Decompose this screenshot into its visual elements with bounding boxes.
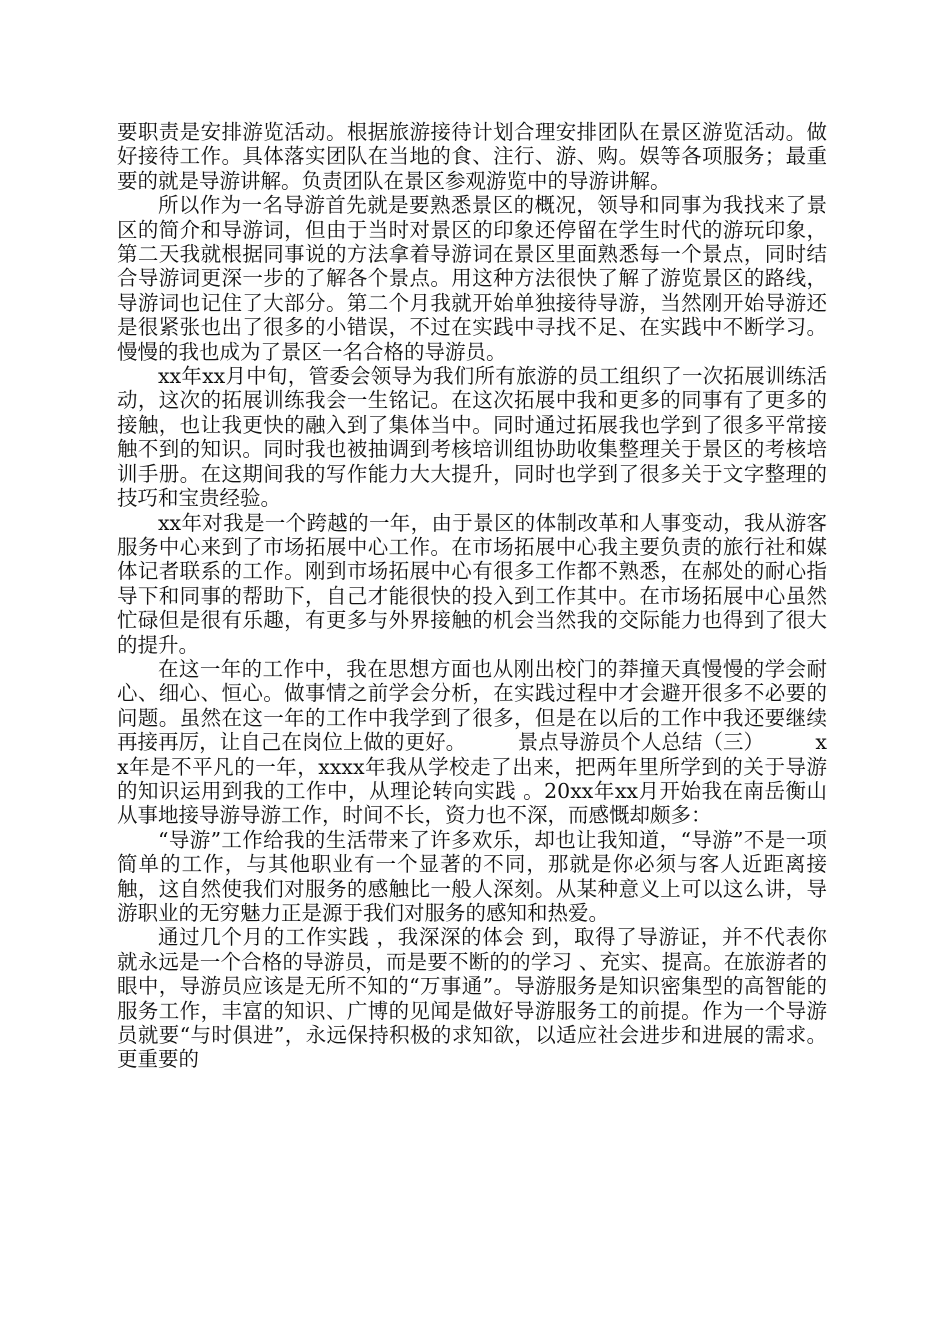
paragraph-5: 在这一年的工作中，我在思想方面也从刚出校门的莽撞天真慢慢的学会耐心、细心、恒心。做事情之前学会分析，在实践过程中才会避开很多不必要的问题。虽然在这一年的工作中我学到了很多，但是在以后的工作中我还要继续再接再厉，让自己在岗位上做的更好。 景点导游员个人总结（三） xx年是不平凡的一年，xxxx年我从学校走了出来，把两年里所学到的关于导游的知识运用到我的工作中，从理论转向实践 。20xx年xx月开始我在南岳衡山从事地接导游导游工作，时间不长，资力也不深，而感慨却颇多： — [117, 656, 827, 828]
paragraph-6: “导游”工作给我的生活带来了许多欢乐，却也让我知道，“导游”不是一项简单的工作，与其他职业有一个显著的不同，那就是你必须与客人近距离接触，这自然使我们对服务的感触比一般人深刻。从某种意义上可以这么讲，导游职业的无穷魅力正是源于我们对服务的感知和热爱。 — [117, 827, 827, 925]
paragraph-3: xx年xx月中旬，管委会领导为我们所有旅游的员工组织了一次拓展训练活动，这次的拓展训练我会一生铭记。在这次拓展中我和更多的同事有了更多的接触，也让我更快的融入到了集体当中。同时通过拓展我也学到了很多平常接触不到的知识。同时我也被抽调到考核培训组协助收集整理关于景区的考核培训手册。在这期间我的写作能力大大提升，同时也学到了很多关于文字整理的技巧和宝贵经验。 — [117, 364, 827, 511]
document-body — [117, 120, 827, 1072]
paragraph-1: 要职责是安排游览活动。根据旅游接待计划合理安排团队在景区游览活动。做好接待工作。具体落实团队在当地的食、注行、游、购。娱等各项服务；最重要的就是导游讲解。负责团队在景区参观游览中的导游讲解。 — [117, 120, 827, 193]
paragraph-4: xx年对我是一个跨越的一年，由于景区的体制改革和人事变动，我从游客服务中心来到了市场拓展中心工作。在市场拓展中心我主要负责的旅行社和媒体记者联系的工作。刚到市场拓展中心有很多工作都不熟悉，在郝处的耐心指导下和同事的帮助下，自己才能很快的投入到工作其中。在市场拓展中心虽然忙碌但是很有乐趣，有更多与外界接触的机会当然我的交际能力也得到了很大的提升。 — [117, 510, 827, 657]
paragraph-2: 所以作为一名导游首先就是要熟悉景区的概况，领导和同事为我找来了景区的简介和导游词，但由于当时对景区的印象还停留在学生时代的游玩印象，第二天我就根据同事说的方法拿着导游词在景区里面熟悉每一个景点，同时结合导游词更深一步的了解各个景点。用这种方法很快了解了游览景区的路线，导游词也记住了大部分。第二个月我就开始单独接待导游，当然刚开始导游还是很紧张也出了很多的小错误，不过在实践中寻找不足、在实践中不断学习。慢慢的我也成为了景区一名合格的导游员。 — [117, 193, 827, 364]
paragraph-7: 通过几个月的工作实践 ，我深深的体会 到，取得了导游证，并不代表你就永远是一个合格的导游员，而是要不断的的学习 、充实、提高。在旅游者的眼中，导游员应该是无所不知的“万事通”。导游服务是知识密集型的高智能的服务工作，丰富的知识、广博的见闻是做好导游服务工的前提。作为一个导游员就要“与时俱进”，永远保持积极的求知欲，以适应社会进步和进展的需求。更重要的 — [117, 925, 827, 1072]
